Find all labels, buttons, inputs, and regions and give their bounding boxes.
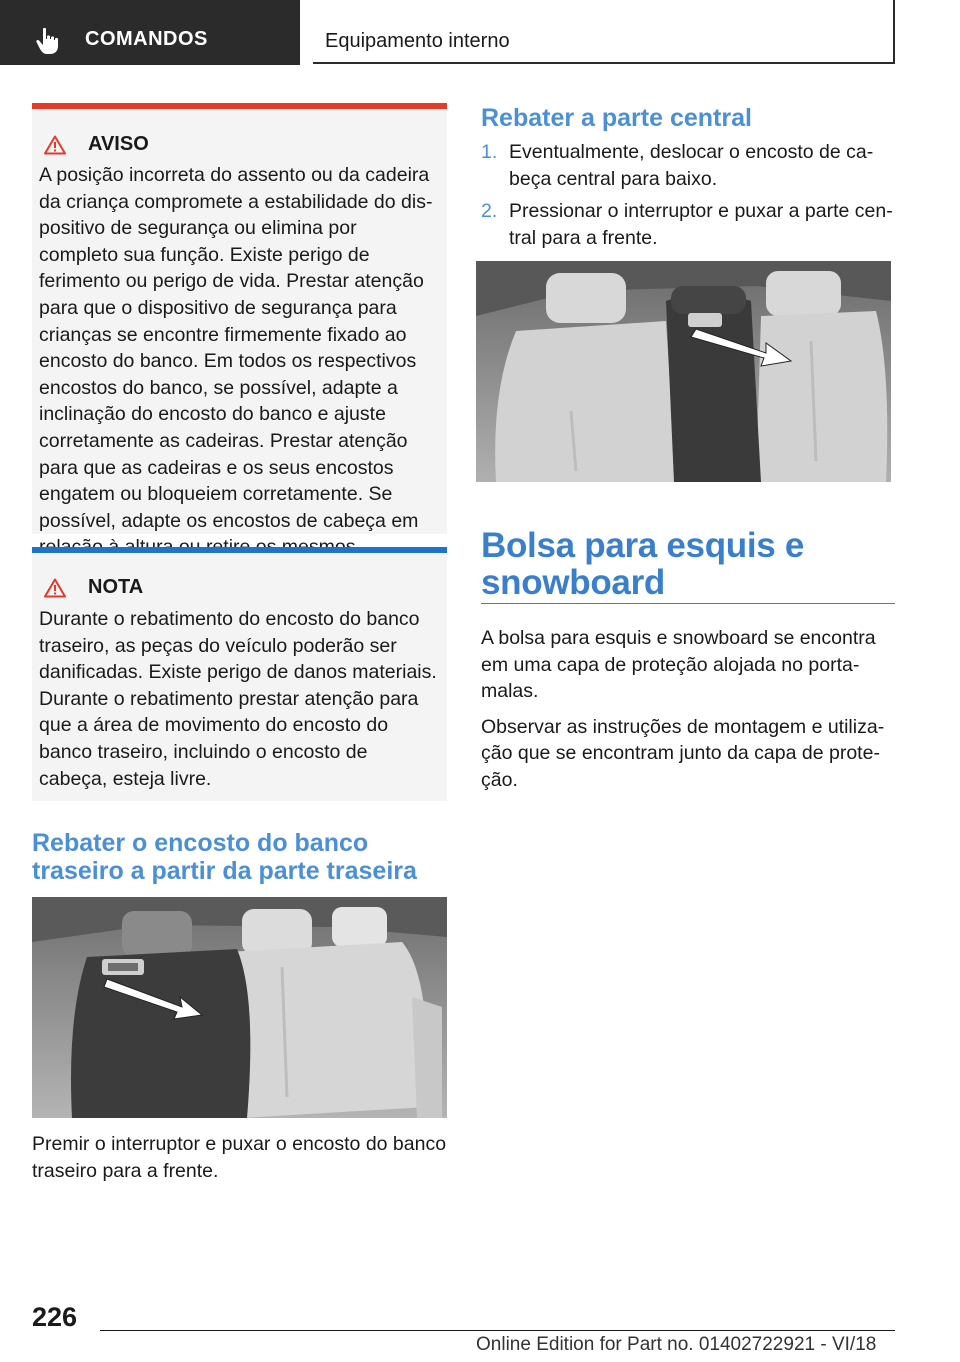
ski-bag-heading-rule	[481, 603, 895, 604]
rear-seat-illustration	[32, 897, 447, 1118]
step-item	[481, 198, 896, 251]
section-tab[interactable]	[0, 0, 300, 65]
note-accent-bar	[32, 547, 447, 553]
edition-text: Online Edition for Part no. 01402722921 - VI/18	[476, 1334, 877, 1355]
ski-bag-paragraph: Observar as instruções de montagem e utilização que se encontram junto da capa de proteção.	[481, 715, 885, 791]
step-number: 2.	[481, 200, 498, 223]
warning-header	[44, 133, 149, 156]
center-fold-steps	[481, 139, 896, 257]
note-title: NOTA	[88, 576, 144, 598]
footer-rule	[100, 1330, 895, 1331]
chapter-title: Equipamento interno	[325, 30, 510, 52]
warning-box	[32, 103, 447, 534]
note-header	[44, 576, 143, 599]
chapter-title-box	[313, 0, 895, 64]
step-number: 1.	[481, 141, 498, 163]
center-section-illustration	[476, 261, 891, 482]
step-item	[481, 139, 896, 192]
hand-pointer-icon	[34, 26, 64, 56]
warning-text: A posição incorreta do assento ou da cadeira da criança compromete a estabilidade do dispositivo de segurança ou elimina por completo sua função. Existe perigo de ferimento ou perigo de vida. Prestar atenção para que o dispositivo de segurança para crianças se encontre firmemente fixado ao encosto do banco. Em todos os respectivos encostos do banco, se possível, adapte a inclinação do encosto do banco e ajuste corretamente as cadeiras. Prestar atenção para que as cadeiras e os seus encostos engatem ou bloqueiem corretamente. Se possível, adapte os encostos de cabeça em	[39, 164, 433, 532]
page-number: 226	[32, 1302, 78, 1332]
step-text: Pressionar o interruptor e puxar a parte central para a frente.	[509, 200, 893, 249]
center-fold-heading: Rebater a parte central	[481, 104, 752, 132]
rear-fold-heading: Rebater o encosto do banco traseiro a partir da parte traseira	[32, 829, 417, 885]
warning-triangle-icon	[44, 135, 66, 155]
rear-seat-photo-right	[476, 261, 891, 482]
warning-accent-bar	[32, 103, 447, 109]
rear-seat-photo-left	[32, 897, 447, 1118]
ski-bag-heading: Bolsa para esquis e snowboard	[481, 526, 805, 602]
rear-fold-caption: Premir o interruptor e puxar o encosto do banco traseiro para a frente.	[32, 1133, 447, 1182]
caution-triangle-icon	[44, 578, 66, 598]
step-text: Eventualmente, deslocar o encosto de cabeça central para baixo.	[509, 141, 874, 190]
note-text: Durante o rebatimento do encosto do banco traseiro, as peças do veículo poderão ser danificadas. Existe perigo de danos materiais. Durante o rebatimento prestar atenção para que a área de movimento do encosto do banco traseiro, incluindo o encosto de cabeça, esteja livre.	[39, 608, 437, 790]
ski-bag-body	[481, 625, 891, 794]
warning-title: AVISO	[88, 133, 149, 155]
section-tab-label: COMANDOS	[85, 28, 208, 50]
ski-bag-paragraph: A bolsa para esquis e snowboard se encontra em uma capa de proteção alojada no porta-malas.	[481, 627, 876, 703]
note-box	[32, 547, 447, 801]
